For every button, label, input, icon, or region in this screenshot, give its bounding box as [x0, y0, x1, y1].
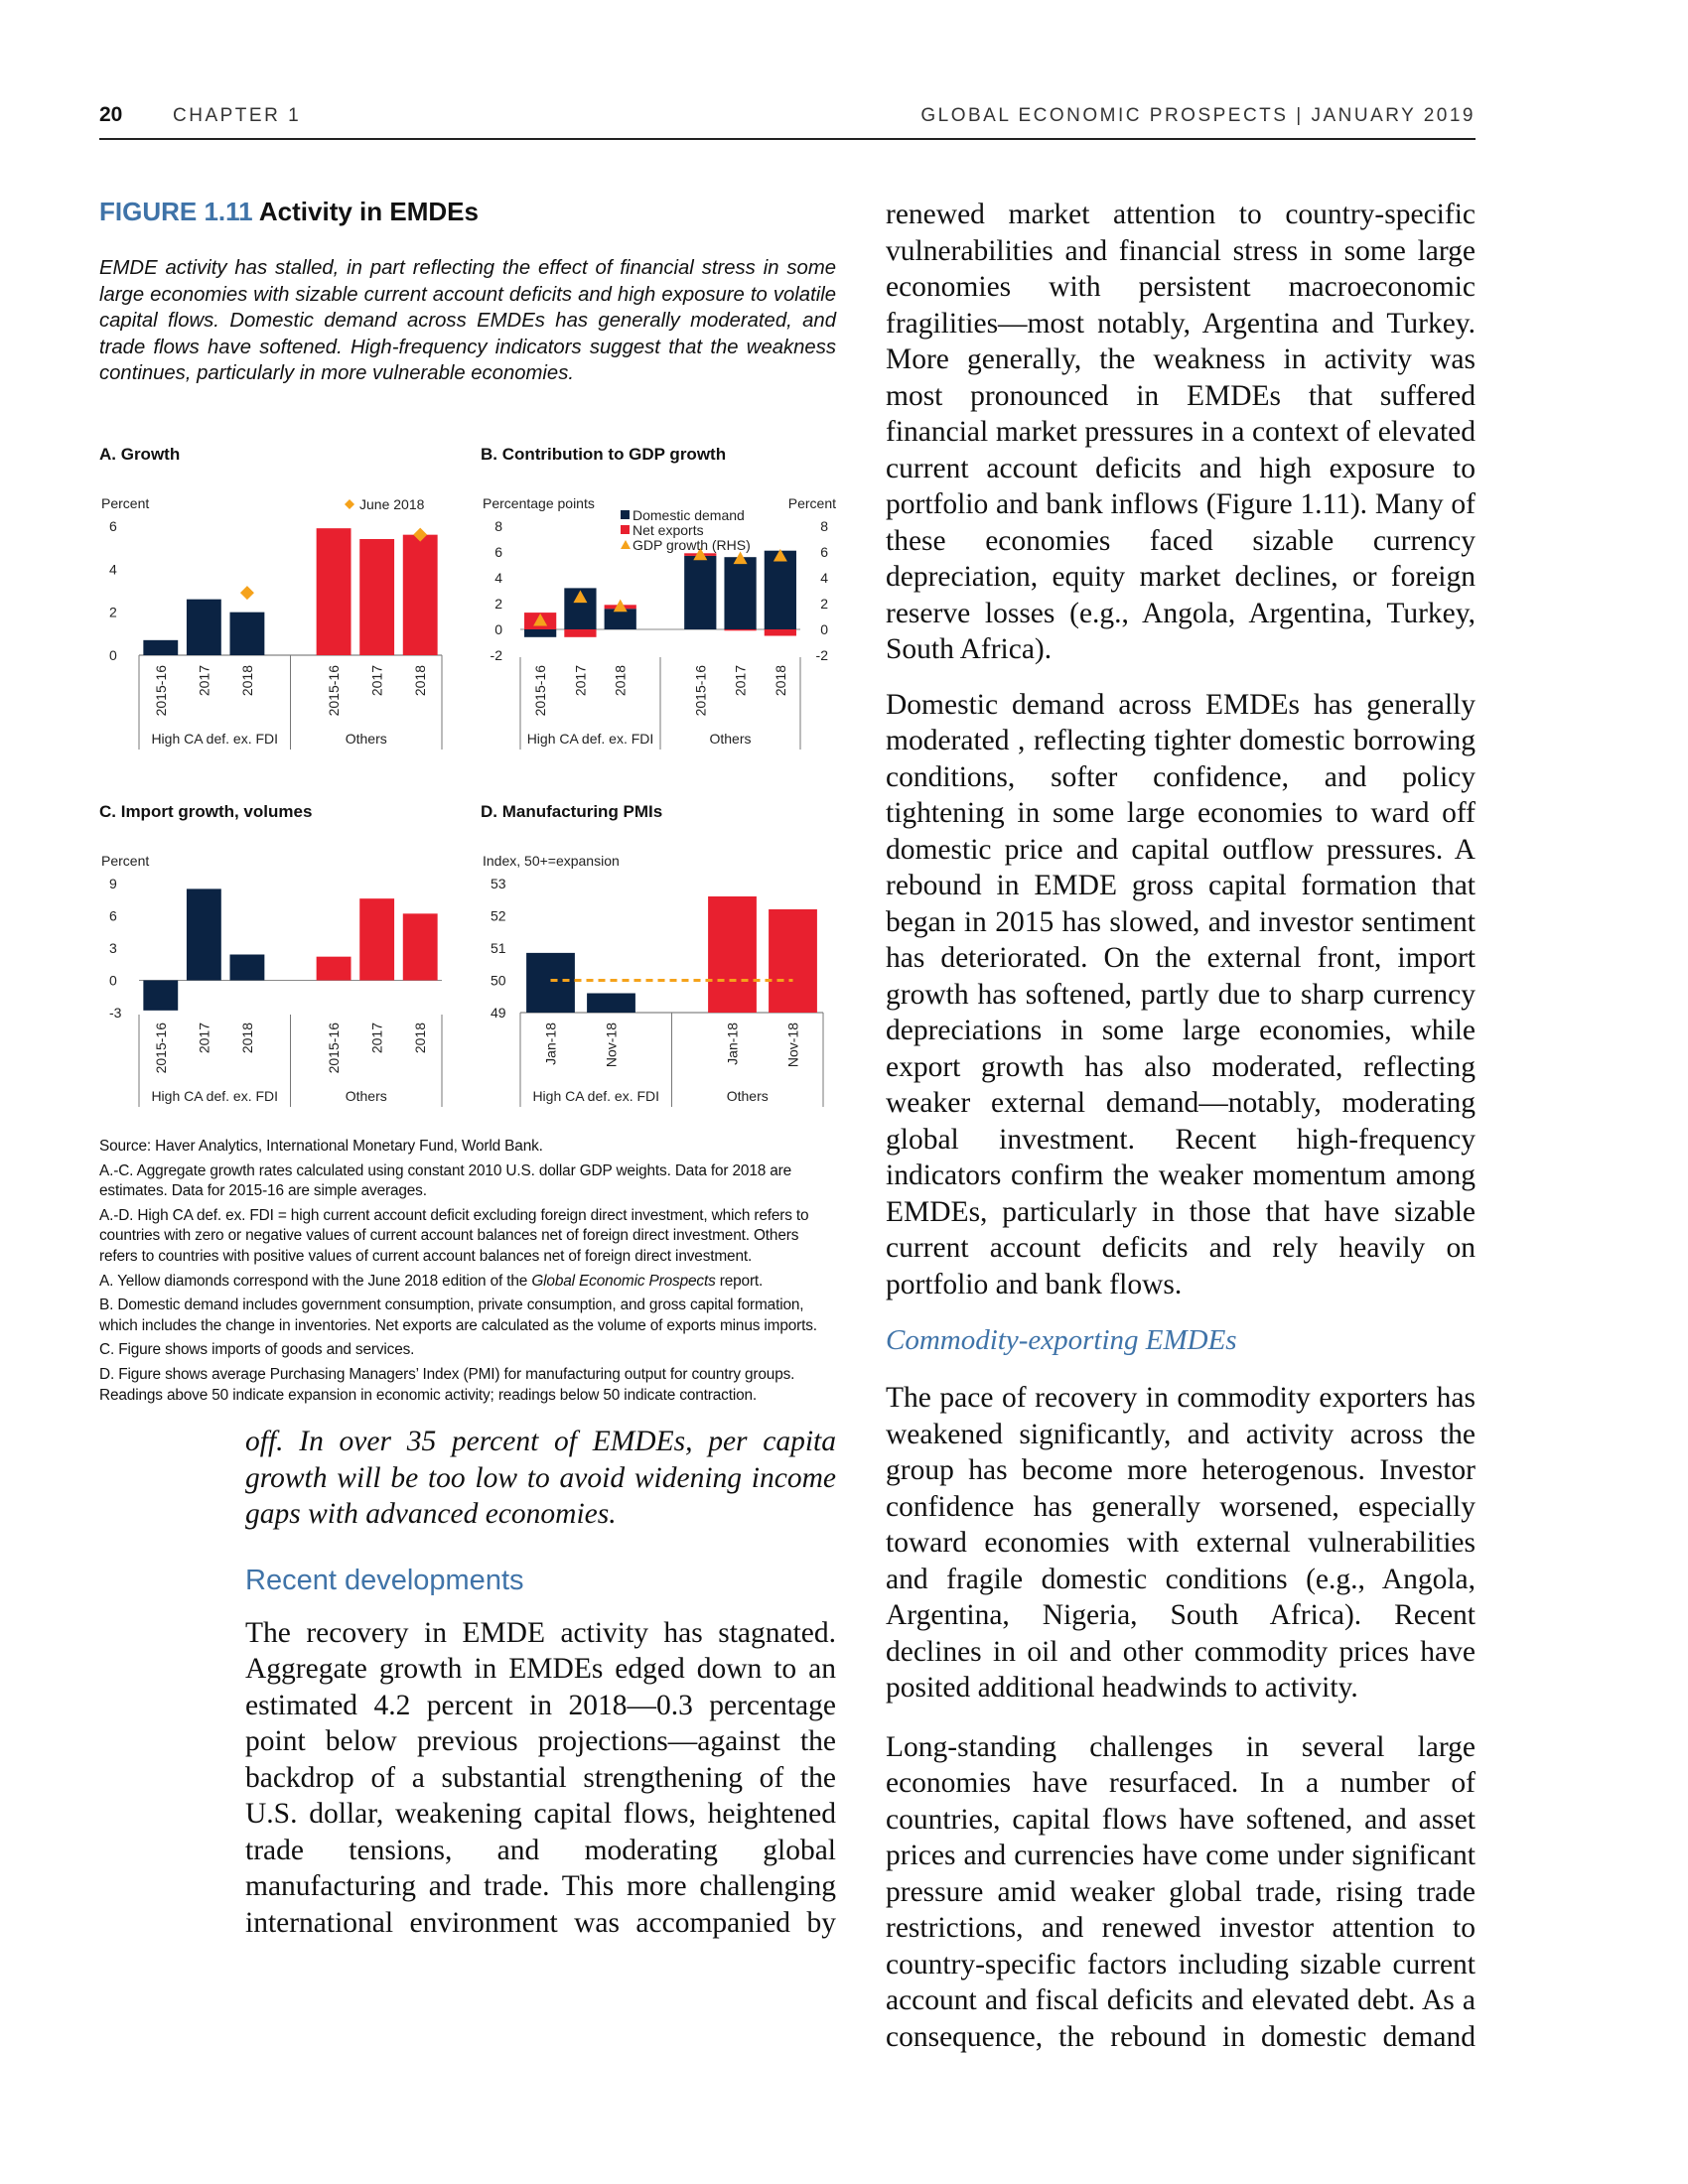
category-label: 2018 [238, 1023, 255, 1054]
bar [143, 981, 178, 1011]
category-label: Nov-18 [603, 1023, 620, 1068]
legend-swatch [621, 510, 630, 519]
header-rule [99, 138, 1476, 140]
category-label: 2017 [196, 1023, 212, 1054]
bar-domestic-demand [524, 629, 556, 637]
bar [187, 600, 221, 655]
chart-gdp-contribution [481, 442, 838, 759]
legend-triangle-icon [621, 540, 631, 549]
category-label: 2015-16 [692, 665, 709, 717]
section-heading-recent-developments: Recent developments [245, 1564, 524, 1596]
y-tick-label: 4 [494, 570, 502, 586]
category-label: 2017 [572, 665, 589, 697]
y-axis-label: Percent [101, 495, 150, 511]
bar [526, 953, 575, 1013]
chapter-label: CHAPTER 1 [173, 105, 302, 126]
group-label: High CA def. ex. FDI [526, 731, 654, 747]
note-a [99, 1272, 836, 1293]
figure-number: FIGURE 1.11 [99, 197, 253, 226]
bar [359, 539, 394, 655]
y-tick-label-right: -2 [815, 647, 828, 663]
category-label: Jan-18 [542, 1023, 559, 1065]
note-ac: A.-C. Aggregate growth rates calculated using constant 2010 U.S. dollar GDP weights. Data for 2018 are estimates. Data for 2015-16 are simple averages. [99, 1161, 792, 1200]
bar [317, 957, 352, 981]
y-tick-label: 49 [491, 1005, 506, 1021]
y-tick-label: 2 [109, 604, 117, 620]
group-label: Others [345, 1088, 387, 1104]
group-label: High CA def. ex. FDI [151, 1088, 279, 1104]
chart-import-growth [99, 799, 457, 1117]
bar-net-exports [564, 629, 596, 637]
category-label: Nov-18 [784, 1023, 801, 1068]
y-tick-label: 2 [494, 596, 502, 612]
y-axis-label: Index, 50+=expansion [483, 853, 620, 869]
bar-net-exports [765, 629, 796, 636]
bar-domestic-demand [684, 556, 716, 629]
june-2018-diamond [240, 586, 254, 600]
group-label: Others [726, 1088, 769, 1104]
y-tick-label-right: 2 [820, 596, 828, 612]
bar-domestic-demand [765, 551, 796, 629]
bar [187, 888, 221, 980]
legend-label: Net exports [633, 522, 704, 538]
category-label: 2015-16 [152, 1023, 169, 1074]
y-tick-label: -2 [490, 647, 502, 663]
y-tick-label: 51 [491, 940, 506, 956]
bar [587, 994, 635, 1014]
bar [317, 528, 352, 655]
y-tick-label: -3 [109, 1005, 122, 1021]
bar [403, 535, 438, 655]
bar [769, 909, 817, 1013]
y-tick-label: 50 [491, 972, 506, 989]
category-label: 2015-16 [152, 665, 169, 717]
chart-title: A. Growth [99, 445, 181, 464]
legend-label: June 2018 [359, 496, 425, 512]
category-label: 2017 [732, 665, 749, 697]
category-label: 2015-16 [326, 665, 343, 717]
category-label: 2015-16 [532, 665, 549, 717]
bar [403, 913, 438, 980]
category-label: 2018 [772, 665, 788, 697]
bar-net-exports [724, 629, 756, 630]
bar [230, 955, 265, 981]
y-tick-label: 9 [109, 876, 117, 891]
group-label: Others [709, 731, 752, 747]
bar [143, 640, 178, 655]
y-tick-label: 3 [109, 940, 117, 956]
figure-summary: EMDE activity has stalled, in part reflecting the effect of financial stress in some large economies with sizable current account deficits and high exposure to volatile capital flows. Domestic demand across EMDEs has generally moderated, and trade flows have softened. High-frequency indicators suggest that the weakness continues, particularly in more vulnerable economies. [99, 257, 836, 385]
note-ad: A.-D. High CA def. ex. FDI = high current account deficit excluding foreign direct investment, which refers to countries with zero or negative values of current account balances net of foreign direct investment. Others refers to countries with positive values of current account balances net of foreign direct investment. [99, 1206, 809, 1265]
category-label: 2018 [412, 665, 429, 697]
y-tick-label: 52 [491, 907, 506, 924]
category-label: 2018 [412, 1023, 429, 1054]
group-label: High CA def. ex. FDI [532, 1088, 660, 1104]
y-tick-label: 0 [494, 621, 502, 637]
y-tick-label-right: 4 [820, 570, 828, 586]
chart-manufacturing-pmi [481, 799, 838, 1117]
legend-diamond-icon [345, 499, 354, 509]
note-d: D. Figure shows average Purchasing Managers’ Index (PMI) for manufacturing output for country groups. Readings above 50 indicate expansion in economic activity; readings below 50 indicate contraction. [99, 1365, 795, 1404]
figure-title [99, 197, 479, 227]
legend-label: GDP growth (RHS) [633, 537, 751, 553]
body-paragraph: Long-standing challenges in several large economies have resurfaced. In a number of countries, capital flows have softened, and asset prices and currencies have come under significant pressure amid weaker global trade, rising trade restrictions, and renewed investor attention to country-specific factors including sizable current account and fiscal deficits and elevated debt. As a consequence, the rebound in domestic demand [886, 1730, 1476, 2053]
y-tick-label: 0 [109, 647, 117, 663]
bar-domestic-demand [605, 609, 636, 629]
category-label: Jan-18 [724, 1023, 741, 1065]
category-label: 2018 [612, 665, 629, 697]
note-a-end: report. [715, 1272, 764, 1290]
left-column-lower [99, 1137, 836, 1941]
y-tick-label: 8 [494, 518, 502, 534]
y-axis-right-label: Percent [787, 495, 836, 511]
note-a-italic: Global Economic Prospects [531, 1272, 716, 1290]
category-label: 2018 [238, 665, 255, 697]
chart-title: D. Manufacturing PMIs [481, 802, 663, 821]
y-axis-label: Percentage points [483, 495, 595, 511]
note-b: B. Domestic demand includes government consumption, private consumption, and gross capital formation, which includes the change in inventories. Net exports are calculated as the volume of exports minus imports. [99, 1297, 817, 1334]
note-source: Source: Haver Analytics, International Monetary Fund, World Bank. [99, 1138, 543, 1155]
y-tick-label: 6 [109, 907, 117, 924]
y-tick-label: 53 [491, 876, 506, 891]
right-column [886, 197, 1476, 2074]
left-body [245, 1424, 836, 1941]
body-paragraph: renewed market attention to country-specific vulnerabilities and financial stress in some large economies with persistent macroeconomic fragilities—most notably, Argentina and Turkey. More generally, the weakness in activity was most pronounced in EMDEs that suffered financial market pressures in a context of elevated current account deficits and high exposure to portfolio and bank inflows (Figure 1.11). Many of these economies faced sizable currency depreciation, equity market declines, or foreign reserve losses (e.g., Angola, Argentina, Turkey, South Africa). [886, 199, 1476, 665]
y-tick-label-right: 8 [820, 518, 828, 534]
bar [359, 898, 394, 980]
y-tick-label-right: 0 [820, 621, 828, 637]
y-tick-label: 6 [109, 518, 117, 534]
body-paragraph: The recovery in EMDE activity has stagnated. Aggregate growth in EMDEs edged down to an estimated 4.2 percent in 2018—0.3 percentage point below previous projections—against the backdrop of a substantial strengthening of the U.S. dollar, weakening capital flows, heightened trade tensions, and moderating global manufacturing and trade. This more challenging international environment was accompanied by [245, 1616, 836, 1939]
y-axis-label: Percent [101, 853, 150, 869]
body-paragraph: The pace of recovery in commodity exporters has weakened significantly, and activity across the group has become more heterogenous. Investor confidence has generally worsened, especially toward economies with external vulnerabilities and fragile domestic conditions (e.g., Angola, Argentina, Nigeria, South Africa). Recent declines in oil and other commodity prices have posited additional headwinds to activity. [886, 1382, 1476, 1704]
note-c: C. Figure shows imports of goods and services. [99, 1341, 415, 1359]
category-label: 2015-16 [326, 1023, 343, 1074]
bar-domestic-demand [724, 557, 756, 629]
category-label: 2017 [368, 1023, 385, 1054]
bar [708, 896, 757, 1013]
y-tick-label: 0 [109, 972, 117, 989]
y-tick-label: 6 [494, 544, 502, 560]
chart-title: C. Import growth, volumes [99, 802, 313, 821]
body-paragraph: Domestic demand across EMDEs has generally moderated , reflecting tighter domestic borrowing conditions, softer confidence, and policy tightening in some large economies to ward off domestic price and capital outflow pressures. A rebound in EMDE gross capital formation that began in 2015 has slowed, and investor sentiment has deteriorated. On the external front, import growth has softened, partly due to sharp currency depreciations in some large economies, while export growth has also moderated, reflecting weaker external demand—notably, moderating global investment. Recent high-frequency indicators confirm the weaker momentum among EMDEs, particularly in those that have sizable current account deficits and rely heavily on portfolio and bank flows. [886, 688, 1476, 1300]
figure-notes [99, 1137, 836, 1406]
note-a-text: A. Yellow diamonds correspond with the June 2018 edition of the [99, 1272, 532, 1290]
y-tick-label-right: 6 [820, 544, 828, 560]
group-label: Others [345, 731, 387, 747]
category-label: 2017 [368, 665, 385, 697]
legend-swatch [621, 525, 630, 534]
chart-growth [99, 442, 457, 759]
publication-title: GLOBAL ECONOMIC PROSPECTS | JANUARY 2019 [920, 105, 1476, 126]
chart-title: B. Contribution to GDP growth [481, 445, 727, 464]
y-tick-label: 4 [109, 561, 117, 578]
legend-label: Domestic demand [633, 507, 745, 523]
pull-quote: off. In over 35 percent of EMDEs, per capita growth will be too low to avoid widening income gaps with advanced economies. [245, 1426, 836, 1531]
section-heading-commodity-exporters: Commodity-exporting EMDEs [886, 1324, 1237, 1356]
bar [230, 613, 265, 655]
page-number: 20 [99, 103, 123, 126]
category-label: 2017 [196, 665, 212, 697]
figure-name: Activity in EMDEs [258, 197, 479, 226]
group-label: High CA def. ex. FDI [151, 731, 279, 747]
